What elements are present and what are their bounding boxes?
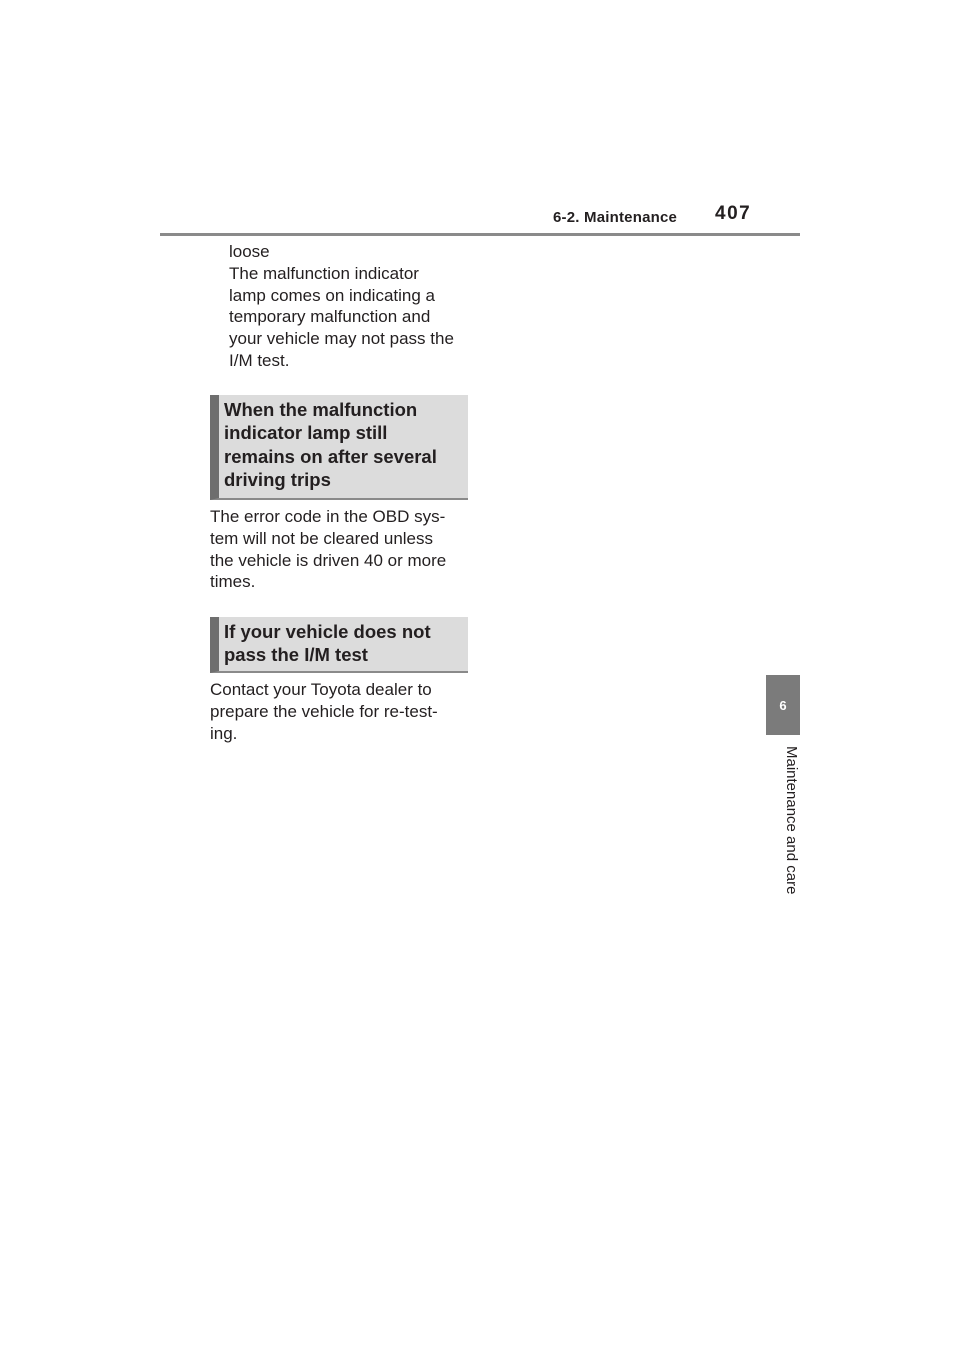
chapter-number: 6	[779, 697, 787, 713]
paragraph-contact-dealer: Contact your Toyota dealer to prepare the vehicle for re-test- ing.	[210, 680, 438, 743]
section-title: 6-2. Maintenance	[553, 209, 678, 226]
paragraph-error-code: The error code in the OBD sys- tem will not be cleared unless the vehicle is driven 40 or more times.	[210, 507, 447, 592]
chapter-label: Maintenance and care	[783, 746, 800, 895]
page-number: 407	[715, 203, 752, 224]
chapter-tab	[766, 675, 800, 735]
section-heading-malfunction-lamp: When the malfunction indicator lamp still remains on after several driving trips	[210, 395, 468, 500]
header-divider	[160, 233, 800, 236]
continued-text: loose The malfunction indicator lamp comes on indicating a temporary malfunction and your vehicle may not pass the I/M test.	[229, 242, 454, 370]
section-heading-im-test: If your vehicle does not pass the I/M test	[210, 617, 468, 673]
